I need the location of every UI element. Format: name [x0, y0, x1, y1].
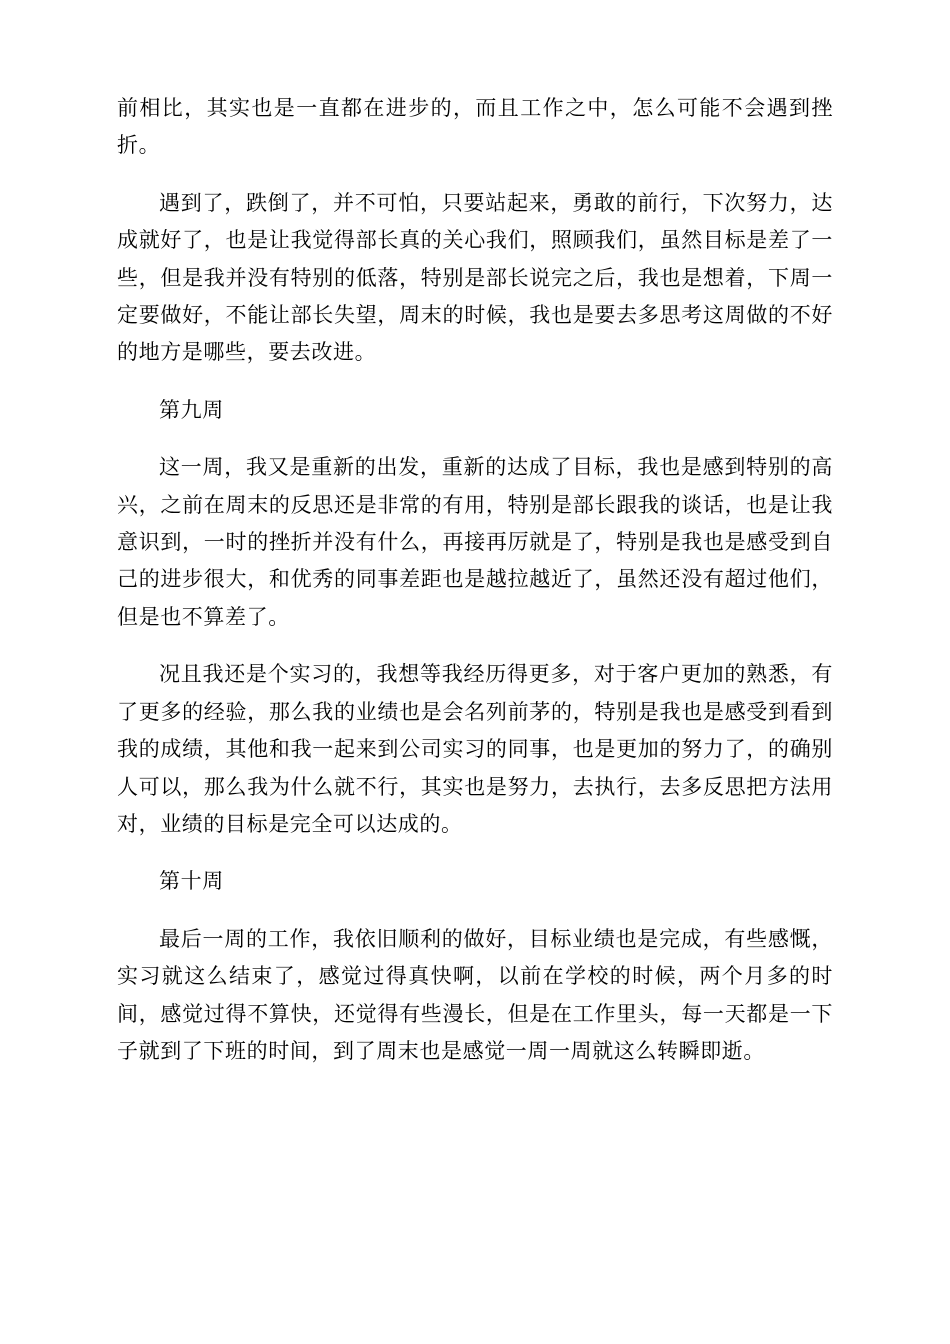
paragraph-week-9-progress: 这一周，我又是重新的出发，重新的达成了目标，我也是感到特别的高兴，之前在周末的反思还是非常的有用，特别是部长跟我的谈话，也是让我意识到，一时的挫折并没有什么，再接再厉就是了，特别是我也是感受到自己的进步很大，和优秀的同事差距也是越拉越近了，虽然还没有超过他们，但是也不算差了。 [117, 455, 833, 629]
paragraph-continuation: 前相比，其实也是一直都在进步的，而且工作之中，怎么可能不会遇到挫折。 [117, 96, 833, 158]
paragraph-week-9-reflection: 况且我还是个实习的，我想等我经历得更多，对于客户更加的熟悉，有了更多的经验，那么我的业绩也是会名列前茅的，特别是我也是感受到看到我的成绩，其他和我一起来到公司实习的同事，也是更加的努力了，的确别人可以，那么我为什么就不行，其实也是努力，去执行，去多反思把方法用对，业绩的目标是完全可以达成的。 [117, 662, 833, 836]
section-heading-week-10: 第十周 [159, 869, 224, 894]
document-body [117, 90, 833, 1090]
section-heading-week-9: 第九周 [159, 397, 224, 422]
paragraph-week-10-final: 最后一周的工作，我依旧顺利的做好，目标业绩也是完成，有些感慨，实习就这么结束了，感觉过得真快啊，以前在学校的时候，两个月多的时间，感觉过得不算快，还觉得有些漫长，但是在工作里头，每一天都是一下子就到了下班的时间，到了周末也是感觉一周一周就这么转瞬即逝。 [117, 926, 833, 1063]
paragraph-setback: 遇到了，跌倒了，并不可怕，只要站起来，勇敢的前行，下次努力，达成就好了，也是让我觉得部长真的关心我们，照顾我们，虽然目标是差了一些，但是我并没有特别的低落，特别是部长说完之后，我也是想着，下周一定要做好，不能让部长失望，周末的时候，我也是要去多思考这周做的不好的地方是哪些，要去改进。 [117, 190, 833, 365]
